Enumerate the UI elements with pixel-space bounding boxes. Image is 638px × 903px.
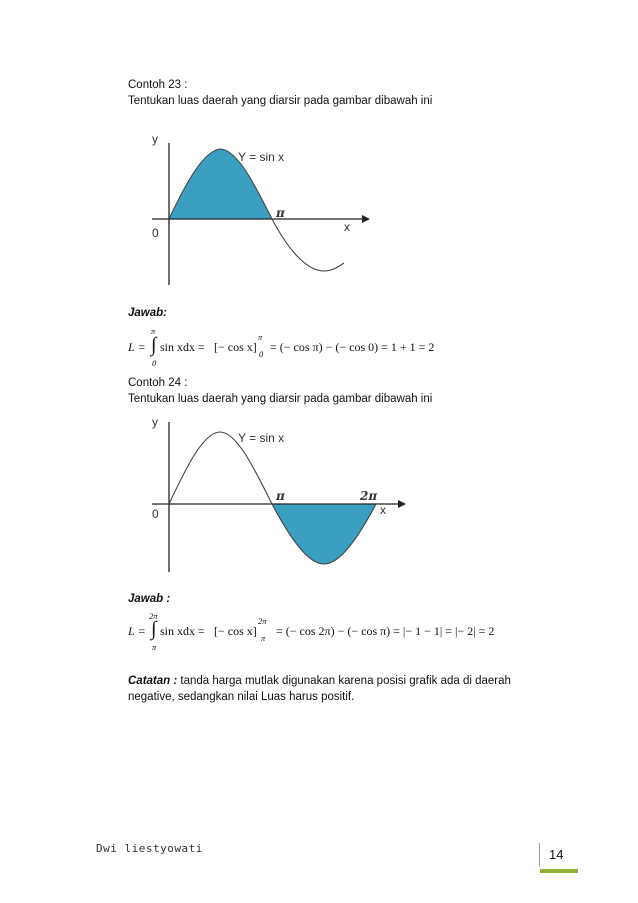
note-line1: [128, 674, 511, 688]
eq24-lhs: L =: [128, 624, 146, 638]
note-text1: tanda harga mutlak digunakan karena posisi grafik ada di daerah: [177, 675, 511, 687]
eq24-sub: π: [261, 633, 266, 643]
eq24-sup: 2π: [258, 616, 267, 626]
eq23-sub: 0: [259, 349, 264, 359]
eq24-lower-limit: π: [152, 642, 157, 652]
x-axis-arrow: [398, 500, 406, 508]
eq23-lhs: L =: [128, 340, 146, 354]
origin-label: 0: [152, 507, 159, 521]
example24-graph: [140, 412, 410, 572]
eq23-lower-limit: 0: [152, 358, 157, 368]
example24-question: Tentukan luas daerah yang diarsir pada gambar dibawah ini: [128, 393, 433, 405]
shaded-area: [272, 504, 376, 564]
example24-title: Contoh 24 :: [128, 377, 188, 389]
curve-label: Y = sin x: [238, 150, 285, 164]
origin-label: 0: [152, 226, 159, 240]
page-number: 14: [549, 847, 564, 862]
x-axis-label: x: [344, 220, 350, 234]
eq24-antiderivative: [− cos x]: [214, 624, 257, 638]
example24-answer-label: Jawab :: [128, 593, 171, 605]
y-axis-label: y: [152, 415, 158, 429]
example23-graph: [140, 125, 400, 285]
note-label: Catatan :: [128, 675, 178, 687]
eq24-upper-limit: 2π: [149, 611, 158, 621]
two-pi-label: 2π: [360, 489, 378, 503]
eq23-rest: = (− cos π) − (− cos 0) = 1 + 1 = 2: [270, 340, 435, 354]
eq23-antiderivative: [− cos x]: [214, 340, 257, 354]
pi-label: π: [276, 206, 285, 220]
example23-title: Contoh 23 :: [128, 79, 188, 91]
eq24-rest: = (− cos 2π) − (− cos π) = |− 1 − 1| = |− 2| = 2: [276, 624, 495, 638]
eq24-integrand: sin xdx =: [160, 624, 205, 638]
note-line2: negative, sedangkan nilai Luas harus positif.: [128, 691, 355, 703]
eq23-sup: π: [258, 332, 263, 342]
x-axis-label: x: [380, 503, 386, 517]
example23-question: Tentukan luas daerah yang diarsir pada gambar dibawah ini: [128, 95, 433, 107]
eq23-upper-limit: π: [151, 326, 156, 336]
eq24-integral-sign: ∫: [151, 618, 157, 640]
example23-answer-label: Jawab:: [128, 307, 167, 319]
curve-label: Y = sin x: [238, 431, 285, 445]
pi-label: π: [276, 489, 285, 503]
eq23-integrand: sin xdx =: [160, 340, 205, 354]
x-axis-arrow: [362, 215, 370, 223]
eq23-integral-sign: ∫: [151, 334, 157, 356]
page-number-accent-bar: [540, 869, 578, 873]
page-number-divider: [539, 843, 540, 867]
y-axis-label: y: [152, 132, 158, 146]
footer-author: Dwi liestyowati: [96, 842, 203, 855]
